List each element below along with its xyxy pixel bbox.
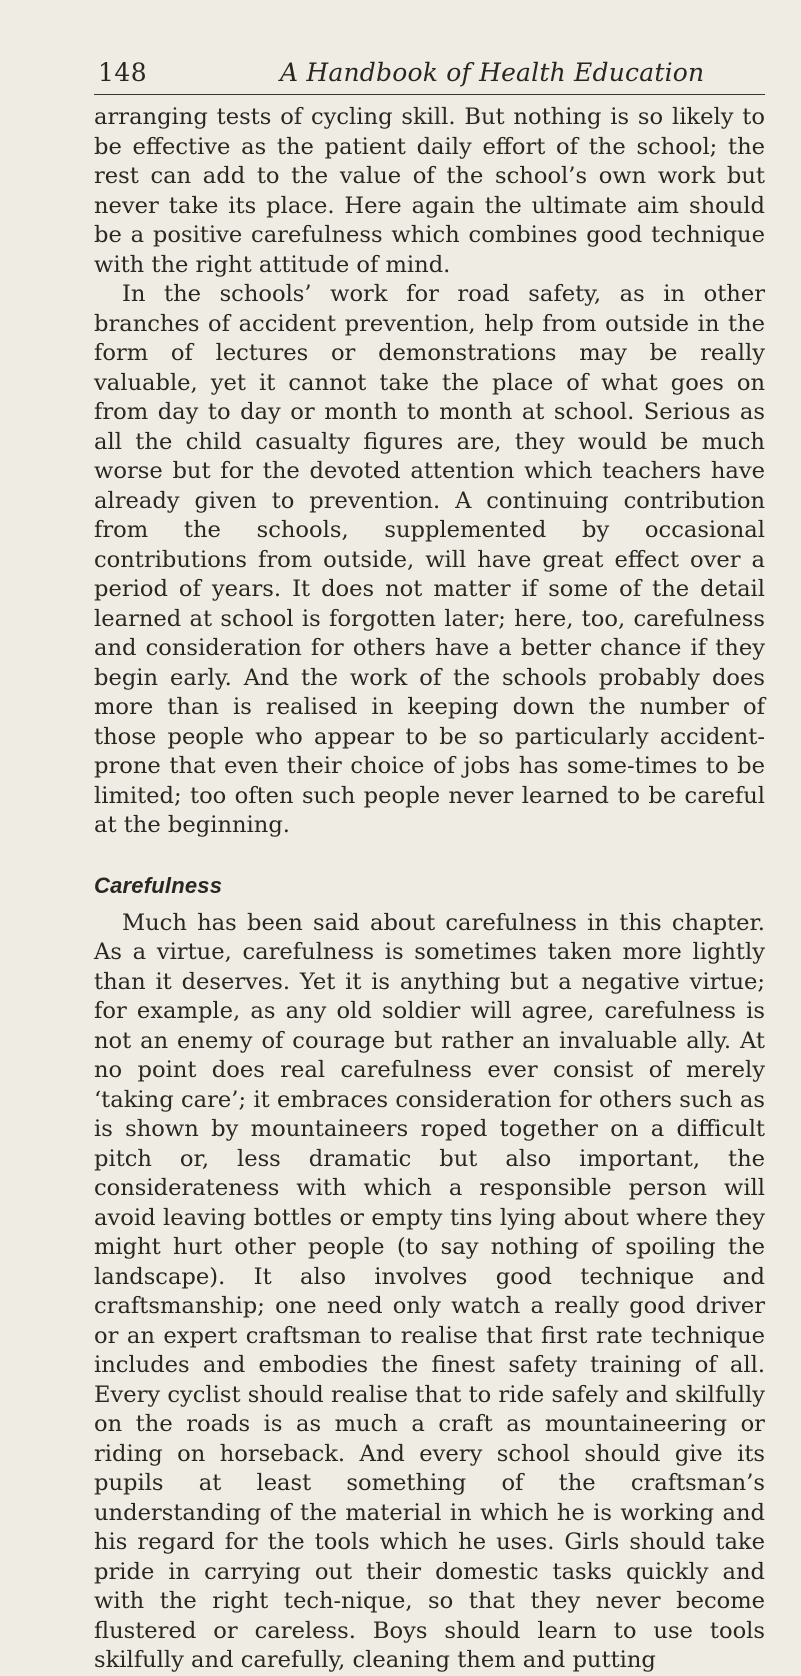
running-header <box>94 52 765 95</box>
page-number: 148 <box>98 58 148 87</box>
body-paragraph-road-safety: In the schools’ work for road safety, as in other branches of accident prevention, help from outside in the form of lectures or demonstrations may be really valuable, yet it cannot take the place of what goes on from day to day or month to month at school. Serious as all the child casualty figures are, they would be much worse but for the devoted attention which teachers have already given to prevention. A continuing contribution from the schools, supplemented by occasional contributions from outside, will have great effect over a period of years. It does not matter if some of the detail learned at school is forgotten later; here, too, carefulness and consideration for others have a better chance if they begin early. And the work of the schools probably does more than is realised in keeping down the number of those people who appear to be so particularly accident-prone that even their choice of jobs has some-times to be limited; too often such people never learned to be careful at the beginning. <box>94 281 765 838</box>
body-paragraph-carefulness: Much has been said about carefulness in this chapter. As a virtue, carefulness is sometimes taken more lightly than it deserves. Yet it is anything but a negative virtue; for example, as any old soldier will agree, carefulness is not an enemy of courage but rather an invaluable ally. At no point does real carefulness ever consist of merely ‘taking care’; it embraces consideration for others such as is shown by mountaineers roped together on a difficult pitch or, less dramatic but also important, the considerateness with which a responsible person will avoid leaving bottles or empty tins lying about where they might hurt other people (to say nothing of spoiling the landscape). It also involves good technique and craftsmanship; one need only watch a really good driver or an expert craftsman to realise that first rate technique includes and embodies the finest safety training of all. Every cyclist should realise that to ride safely and skilfully on the roads is as much a craft as mountaineering or riding on horseback. And every school should give its pupils at least something of the craftsman’s understanding of the material in which he is working and his regard for the tools which he uses. Girls should take pride in carrying out their domestic tasks quickly and with the right tech-nique, so that they never become flustered or careless. Boys should learn to use tools skilfully and carefully, cleaning them and putting <box>94 909 765 1673</box>
running-title: A Handbook of Health Education <box>280 58 705 87</box>
section-heading: Carefulness <box>94 872 223 898</box>
body-paragraph-continued: arranging tests of cycling skill. But nothing is so likely to be effective as the patient daily effort of the school; the rest can add to the value of the school’s own work but never take its place. Here again the ultimate aim should be a positive carefulness which combines good technique with the right attitude of mind. <box>94 104 765 278</box>
